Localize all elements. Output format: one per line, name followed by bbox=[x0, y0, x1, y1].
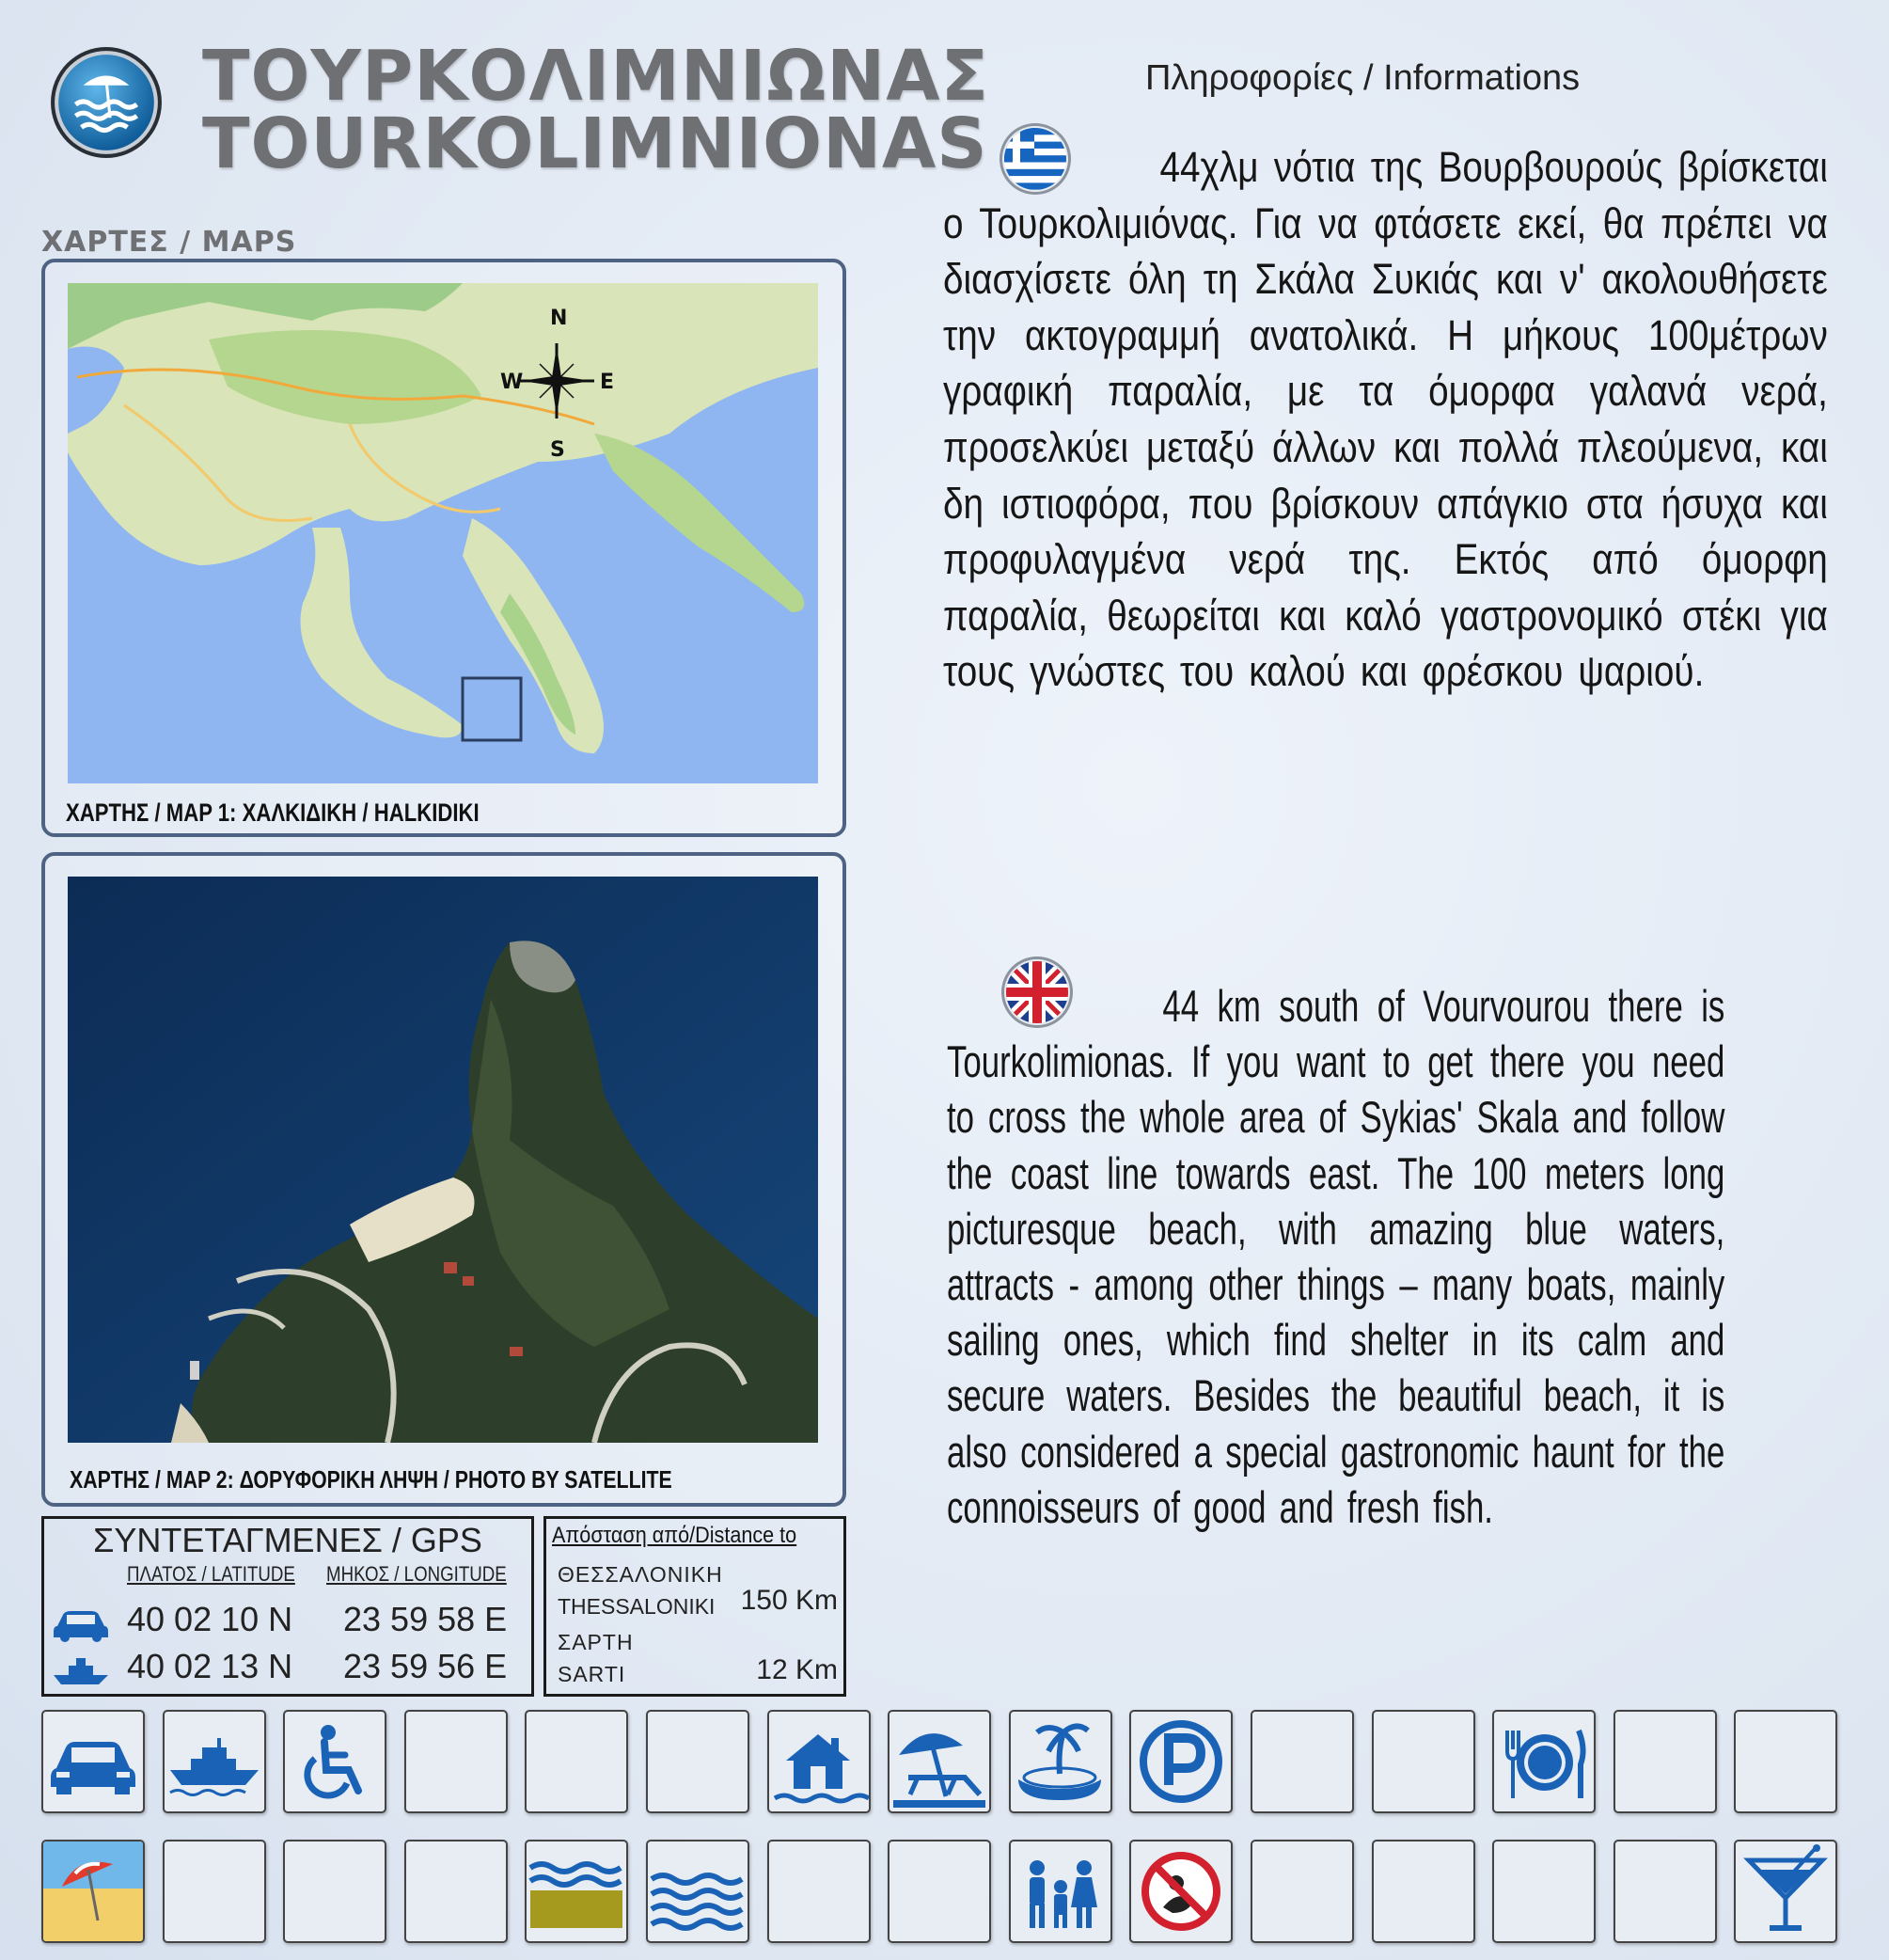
halkidiki-map[interactable] bbox=[68, 283, 818, 783]
restaurant-icon bbox=[1494, 1712, 1594, 1811]
longitude-header: ΜΗΚΟΣ / LONGITUDE bbox=[326, 1562, 507, 1586]
amenity-cocktail[interactable] bbox=[1734, 1840, 1837, 1943]
beach-umbrella-icon bbox=[43, 1841, 143, 1941]
compass-w: W bbox=[500, 371, 524, 394]
wheelchair-icon bbox=[285, 1712, 385, 1811]
empty-amenity-slot bbox=[1372, 1710, 1475, 1813]
empty-amenity-slot bbox=[1614, 1840, 1717, 1943]
cocktail-icon bbox=[1736, 1841, 1835, 1941]
sarti-latin: SARTI bbox=[558, 1662, 626, 1686]
amenity-wheelchair[interactable] bbox=[283, 1710, 386, 1813]
amenity-boat[interactable] bbox=[163, 1710, 266, 1813]
beach-logo-icon bbox=[49, 45, 164, 160]
compass-n: N bbox=[550, 307, 568, 330]
car-latitude: 40 02 10 N bbox=[127, 1600, 293, 1638]
empty-amenity-slot bbox=[888, 1840, 991, 1943]
sarti-distance: 12 Km bbox=[756, 1654, 838, 1685]
boat-latitude: 40 02 13 N bbox=[127, 1647, 293, 1685]
empty-amenity-slot bbox=[404, 1710, 508, 1813]
empty-amenity-slot bbox=[1614, 1710, 1717, 1813]
compass-s: S bbox=[550, 438, 565, 462]
family-icon bbox=[1011, 1841, 1110, 1941]
empty-amenity-slot bbox=[163, 1840, 266, 1943]
gps-panel bbox=[41, 1516, 534, 1697]
english-description: 44 km south of Vourvourou there is Tourkolimionas. If you want to get there you need to cross the whole area of Sykias' Skala and follow the coast line towards east. The 100 meters long picturesque beach, with amazing blue waters, attracts - among other things – many boats, mainly sailing ones, which find shelter in its calm and secure waters. Besides the beautiful beach, it is also considered a special gastronomic haunt for the connoisseurs of good and fresh fish. bbox=[947, 981, 1725, 1532]
parking-icon bbox=[1131, 1712, 1231, 1811]
amenity-house[interactable] bbox=[767, 1710, 871, 1813]
empty-amenity-slot bbox=[525, 1710, 628, 1813]
thessaloniki-distance: 150 Km bbox=[740, 1585, 838, 1616]
map2-caption: ΧΑΡΤΗΣ / MAP 2: ΔΟΡΥΦΟΡΙΚΗ ΛΗΨΗ / PHOTO BY SATELLITE bbox=[70, 1465, 672, 1494]
amenity-island[interactable] bbox=[1009, 1710, 1112, 1813]
amenity-beach-umbrella[interactable] bbox=[41, 1840, 145, 1943]
car-longitude: 23 59 58 E bbox=[343, 1600, 508, 1638]
empty-amenity-slot bbox=[1251, 1840, 1354, 1943]
house-icon bbox=[769, 1712, 869, 1811]
umbrella-sunbed-icon bbox=[889, 1712, 989, 1811]
empty-amenity-slot bbox=[1251, 1710, 1354, 1813]
map2-panel bbox=[41, 852, 846, 1507]
thessaloniki-latin: THESSALONIKI bbox=[558, 1594, 716, 1619]
waves-icon bbox=[648, 1841, 748, 1941]
car-icon bbox=[52, 1607, 110, 1643]
empty-amenity-slot bbox=[283, 1840, 386, 1943]
empty-amenity-slot bbox=[1372, 1840, 1475, 1943]
latitude-header: ΠΛΑΤΟΣ / LATITUDE bbox=[127, 1562, 295, 1586]
amenity-car[interactable] bbox=[41, 1710, 145, 1813]
info-heading: Πληροφορίες / Informations bbox=[1145, 58, 1581, 98]
boat-icon bbox=[165, 1712, 264, 1811]
greek-description: 44χλμ νότια της Βουρβουρούς βρίσκεται ο Τουρκολιμιόνας. Για να φτάσετε εκεί, θα πρέπει να διασχίσετε όλη τη Σκάλα Συκιάς και ν' ακολουθήσετε την ακτογραμμή ανατολικά. Η μήκους 100μέτρων γραφική παραλία, με τα όμορφα γαλανά νερά, προσελκύει μεταξύ άλλων και πολλά πλεούμενα, και δη ιστιοφόρα, που βρίσκουν απάγκιο στα ήσυχα και προφυλαγμένα νερά της. Εκτός από όμορφη παραλία, θεωρείται και καλό γαστρονομικό στέκι για τους γνώστες του καλού και φρέσκου ψαριού. bbox=[943, 143, 1828, 696]
amenity-no-nudism[interactable] bbox=[1129, 1840, 1233, 1943]
empty-amenity-slot bbox=[1492, 1840, 1596, 1943]
no-nudism-icon bbox=[1131, 1841, 1231, 1941]
car-icon bbox=[43, 1712, 143, 1811]
map1-caption: ΧΑΡΤΗΣ / MAP 1: ΧΑΛΚΙΔΙΚΗ / HALKIDIKI bbox=[66, 798, 480, 827]
maps-heading: ΧΑΡΤΕΣ / MAPS bbox=[41, 226, 297, 259]
amenity-parking[interactable] bbox=[1129, 1710, 1233, 1813]
compass-e: E bbox=[600, 371, 615, 394]
empty-amenity-slot bbox=[1734, 1710, 1837, 1813]
sand-water-icon bbox=[527, 1841, 626, 1941]
empty-amenity-slot bbox=[646, 1710, 749, 1813]
title-greek: ΤΟΥΡΚΟΛΙΜΝΙΩΝΑΣ bbox=[202, 36, 990, 117]
amenity-umbrella-sunbed[interactable] bbox=[888, 1710, 991, 1813]
sarti-greek: ΣΑΡΤΗ bbox=[558, 1630, 634, 1654]
amenity-sand-water[interactable] bbox=[525, 1840, 628, 1943]
island-icon bbox=[1011, 1712, 1110, 1811]
boat-longitude: 23 59 56 E bbox=[343, 1647, 508, 1685]
thessaloniki-greek: ΘΕΣΣΑΛΟΝΙΚΗ bbox=[558, 1562, 723, 1587]
gps-title: ΣΥΝΤΕΤΑΓΜΕΝΕΣ / GPS bbox=[93, 1521, 482, 1559]
distance-panel bbox=[543, 1516, 846, 1697]
amenity-restaurant[interactable] bbox=[1492, 1710, 1596, 1813]
map1-panel bbox=[41, 259, 846, 837]
boat-icon bbox=[52, 1651, 110, 1686]
satellite-photo[interactable] bbox=[68, 877, 818, 1443]
title-latin: TOURKOLIMNIONAS bbox=[202, 103, 988, 184]
empty-amenity-slot bbox=[404, 1840, 508, 1943]
amenity-family[interactable] bbox=[1009, 1840, 1112, 1943]
empty-amenity-slot bbox=[767, 1840, 871, 1943]
distance-title: Απόσταση από/Distance to bbox=[552, 1523, 797, 1548]
amenity-waves[interactable] bbox=[646, 1840, 749, 1943]
